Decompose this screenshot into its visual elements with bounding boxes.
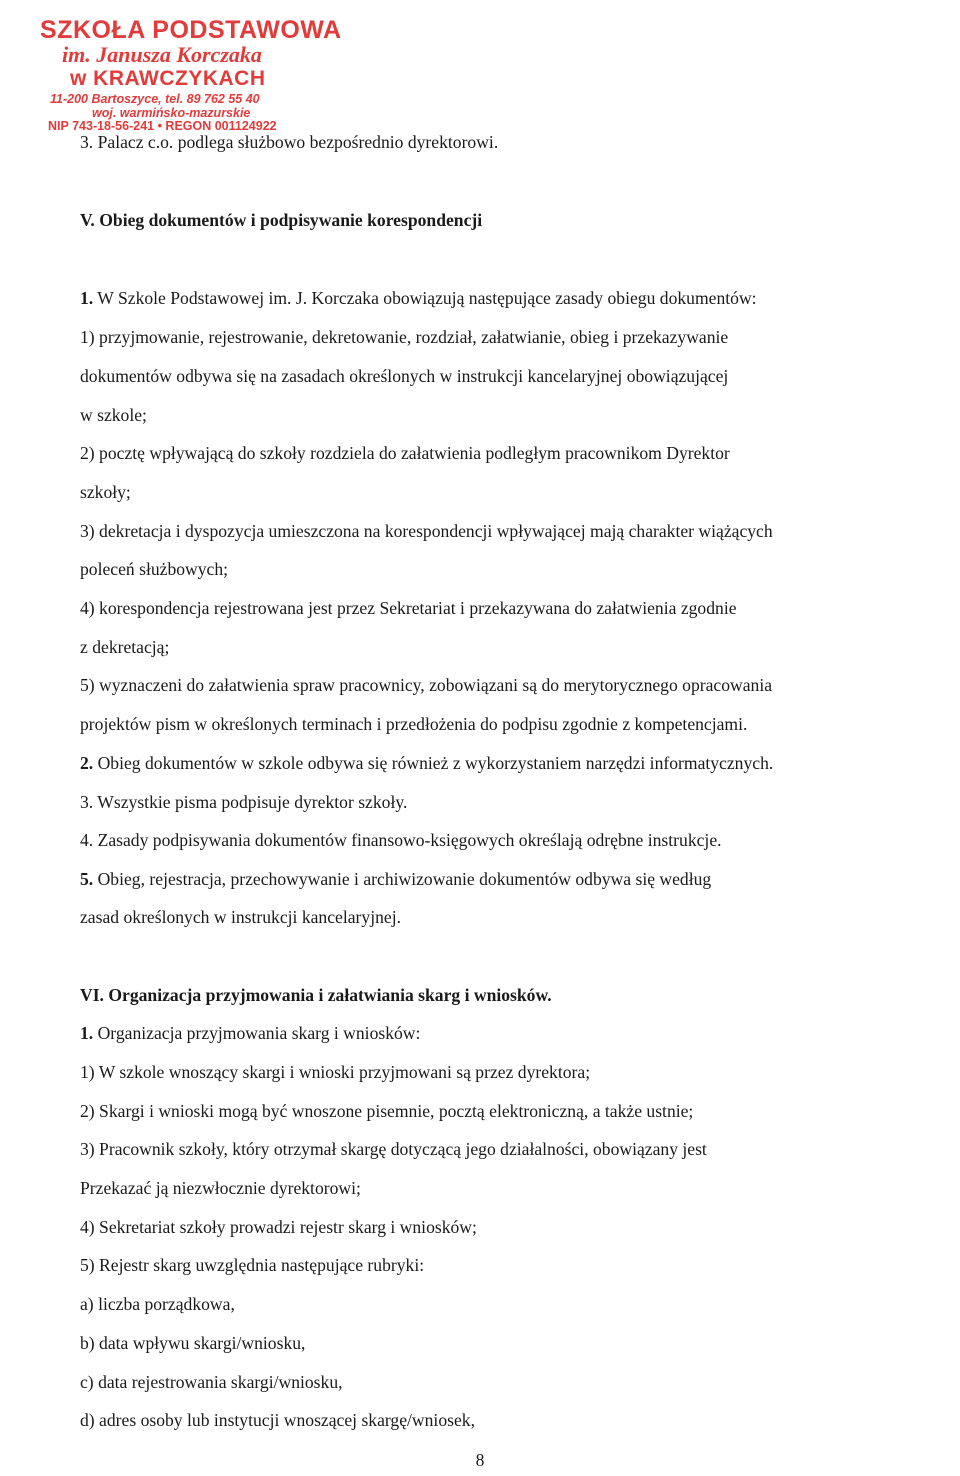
item-number: 5. (80, 869, 94, 889)
stamp-patron: im. Janusza Korczaka (62, 42, 262, 67)
stamp-nip-regon: NIP 743-18-56-241 • REGON 001124922 (48, 119, 277, 133)
stamp-school-name: SZKOŁA PODSTAWOWA (40, 16, 342, 44)
text-line: 2) pocztę wpływającą do szkoły rozdziela do załatwienia podległym pracownikom Dyrektor (80, 443, 730, 463)
text-line (80, 1019, 420, 1047)
stamp-address: 11-200 Bartoszyce, tel. 89 762 55 40 (50, 92, 260, 106)
text-line: d) adres osoby lub instytucji wnoszącej skargę/wniosek, (80, 1410, 475, 1430)
text-line: 3) dekretacja i dyspozycja umieszczona na korespondencji wpływającej mają charakter wiążących (80, 521, 773, 541)
text-line: c) data rejestrowania skargi/wniosku, (80, 1372, 343, 1392)
text-line: 5) Rejestr skarg uwzględnia następujące rubryki: (80, 1255, 425, 1275)
text-line: Przekazać ją niezwłocznie dyrektorowi; (80, 1178, 361, 1198)
item-text: Obieg dokumentów w szkole odbywa się również z wykorzystaniem narzędzi informatycznych. (93, 753, 774, 773)
item-number: 1. (80, 288, 94, 308)
text-line: szkoły; (80, 482, 131, 502)
text-line (80, 865, 711, 893)
text-line (80, 749, 773, 777)
text-line: 4) Sekretariat szkoły prowadzi rejestr skarg i wniosków; (80, 1217, 477, 1237)
item-text: Obieg, rejestracja, przechowywanie i archiwizowanie dokumentów odbywa się według (93, 869, 712, 889)
text-line: 3) Pracownik szkoły, który otrzymał skargę dotyczącą jego działalności, obowiązany jest (80, 1139, 707, 1159)
text-line: z dekretacją; (80, 637, 170, 657)
text-line: b) data wpływu skargi/wniosku, (80, 1333, 306, 1353)
text-line (80, 284, 757, 312)
text-line: zasad określonych w instrukcji kancelaryjnej. (80, 907, 401, 927)
text-line: 4. Zasady podpisywania dokumentów finansowo-księgowych określają odrębne instrukcje. (80, 830, 722, 850)
text-line: 1) W szkole wnoszący skargi i wnioski przyjmowani są przez dyrektora; (80, 1062, 591, 1082)
text-line: dokumentów odbywa się na zasadach określonych w instrukcji kancelaryjnej obowiązującej (80, 366, 729, 386)
school-stamp (40, 14, 342, 133)
stamp-voivodeship: woj. warmińsko-mazurskie (92, 106, 251, 120)
text-line: 3. Wszystkie pisma podpisuje dyrektor szkoły. (80, 792, 408, 812)
text-line: projektów pism w określonych terminach i przedłożenia do podpisu zgodnie z kompetencjami. (80, 714, 748, 734)
section-heading: V. Obieg dokumentów i podpisywanie korespondencji (80, 210, 483, 230)
item-text: Organizacja przyjmowania skarg i wniosków: (93, 1023, 421, 1043)
item-number: 1. (80, 1023, 94, 1043)
text-line: w szkole; (80, 405, 147, 425)
item-text: W Szkole Podstawowej im. J. Korczaka obowiązują następujące zasady obiegu dokumentów: (93, 288, 757, 308)
page-number: 8 (475, 1450, 485, 1470)
text-line: 2) Skargi i wnioski mogą być wnoszone pisemnie, pocztą elektroniczną, a także ustnie; (80, 1101, 694, 1121)
section-heading: VI. Organizacja przyjmowania i załatwiania skarg i wniosków. (80, 985, 552, 1005)
item-number: 2. (80, 753, 94, 773)
stamp-location: w KRAWCZYKACH (70, 67, 266, 90)
text-line: 5) wyznaczeni do załatwienia spraw pracownicy, zobowiązani są do merytorycznego opracowania (80, 675, 773, 695)
text-line: 3. Palacz c.o. podlega służbowo bezpośrednio dyrektorowi. (80, 132, 499, 152)
text-line: 4) korespondencja rejestrowana jest przez Sekretariat i przekazywana do załatwienia zgodnie (80, 598, 737, 618)
text-line: 1) przyjmowanie, rejestrowanie, dekretowanie, rozdział, załatwianie, obieg i przekazywanie (80, 327, 729, 347)
text-line: poleceń służbowych; (80, 559, 229, 579)
text-line: a) liczba porządkowa, (80, 1294, 235, 1314)
